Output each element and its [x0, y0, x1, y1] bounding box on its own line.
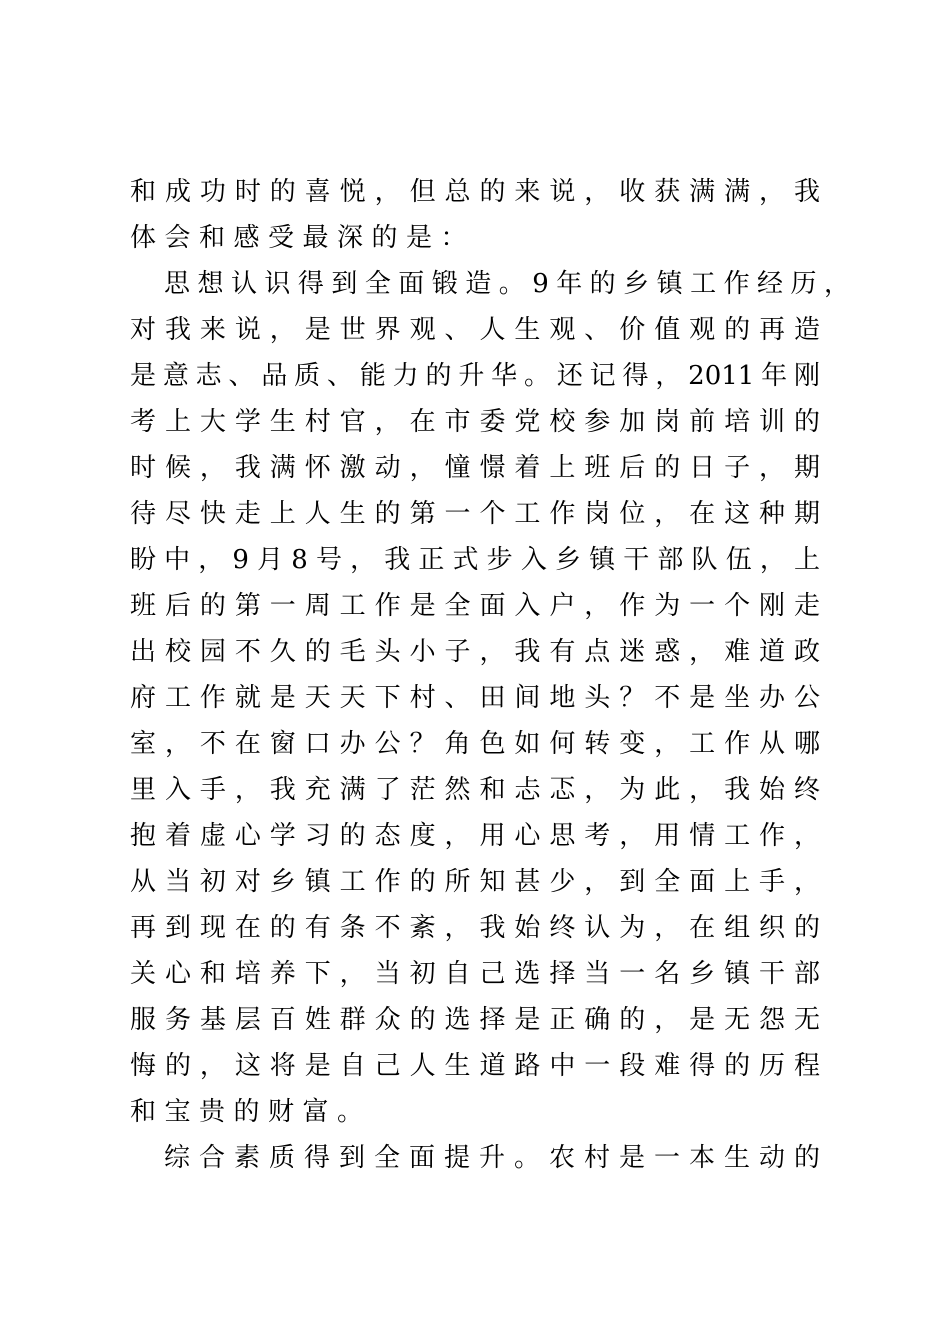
text-line: 是意志、品质、能力的升华。还记得，2011年刚 [130, 361, 820, 391]
text-line: 和宝贵的财富。 [130, 1097, 372, 1127]
text-line: 抱着虚心学习的态度，用心思考，用情工作， [130, 821, 820, 851]
paragraph-first-line: 思想认识得到全面锻造。9年的乡镇工作经历， [164, 269, 850, 299]
text-line: 对我来说，是世界观、人生观、价值观的再造 [130, 315, 820, 345]
text-line: 里入手，我充满了茫然和忐忑，为此，我始终 [130, 775, 820, 805]
text-line: 体会和感受最深的是： [130, 223, 476, 253]
text-line: 室，不在窗口办公？角色如何转变，工作从哪 [130, 729, 820, 759]
text-line: 出校园不久的毛头小子，我有点迷惑，难道政 [130, 637, 820, 667]
text-line: 关心和培养下，当初自己选择当一名乡镇干部 [130, 959, 820, 989]
text-line: 班后的第一周工作是全面入户，作为一个刚走 [130, 591, 820, 621]
text-line: 从当初对乡镇工作的所知甚少，到全面上手， [130, 867, 820, 897]
text-line: 服务基层百姓群众的选择是正确的，是无怨无 [130, 1005, 820, 1035]
text-line: 时候，我满怀激动，憧憬着上班后的日子，期 [130, 453, 820, 483]
text-line: 府工作就是天天下村、田间地头？不是坐办公 [130, 683, 820, 713]
text-line: 考上大学生村官，在市委党校参加岗前培训的 [130, 407, 820, 437]
paragraph-first-line: 综合素质得到全面提升。农村是一本生动的 [164, 1143, 820, 1173]
text-line: 盼中，9月8号，我正式步入乡镇干部队伍，上 [130, 545, 820, 575]
text-line: 再到现在的有条不紊，我始终认为，在组织的 [130, 913, 820, 943]
text-line: 待尽快走上人生的第一个工作岗位，在这种期 [130, 499, 820, 529]
text-line: 和成功时的喜悦，但总的来说，收获满满，我 [130, 177, 820, 207]
text-line: 悔的，这将是自己人生道路中一段难得的历程 [130, 1051, 820, 1081]
